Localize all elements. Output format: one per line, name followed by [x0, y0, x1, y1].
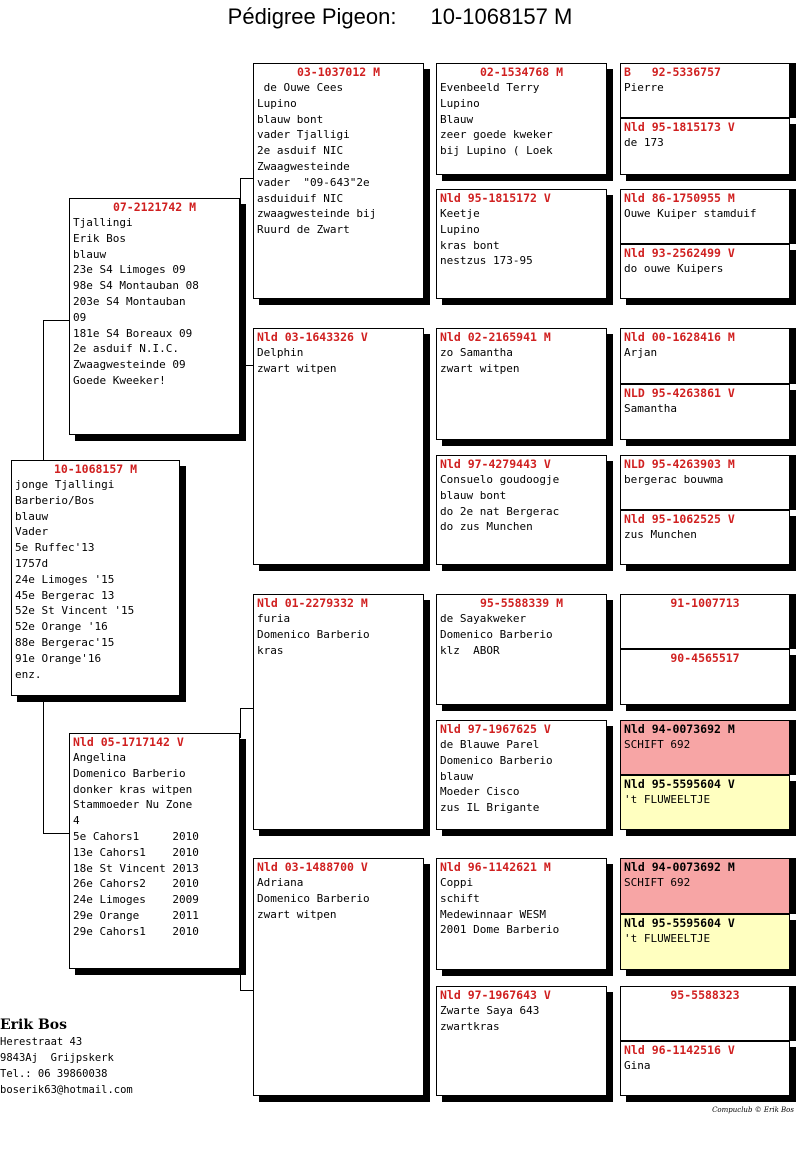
ancestor-card[interactable]: [620, 244, 790, 299]
info-line: Gina: [624, 1059, 651, 1072]
info-line: Zwarte Saya 643: [440, 1004, 540, 1017]
info-line: 2e asduif N.I.C.: [73, 342, 179, 356]
info-line: 24e Limoges '15: [15, 572, 115, 586]
ring-number: Nld 95-1062525 V: [624, 512, 735, 526]
connector: [240, 708, 253, 709]
connector: [43, 320, 69, 321]
ring-number: 07-2121742 M: [112, 200, 197, 214]
info-line: zus Munchen: [624, 528, 697, 541]
ring-number: Nld 95-5595604 V: [624, 777, 735, 791]
info-line: do 2e nat Bergerac: [440, 504, 560, 518]
owner-phone: Tel.: 06 39860038: [0, 1068, 108, 1080]
credit-text: Compuclub © Erik Bos: [712, 1106, 794, 1114]
info-line: Domenico Barberio: [73, 766, 186, 780]
info-line: do zus Munchen: [440, 520, 533, 534]
info-line: 4: [73, 814, 80, 828]
ancestor-card[interactable]: [620, 455, 790, 510]
info-line: 98e S4 Montauban 08: [73, 279, 199, 293]
info-line: donker kras witpen: [73, 782, 193, 796]
grandparent-card[interactable]: [253, 63, 424, 299]
info-line: 91e Orange'16: [15, 651, 102, 665]
info-line: 52e Orange '16: [15, 620, 108, 634]
ancestor-card-highlighted[interactable]: [620, 858, 790, 914]
info-line: Stammoeder Nu Zone: [73, 798, 193, 812]
connector: [43, 320, 44, 460]
great-grandparent-card[interactable]: [436, 455, 607, 565]
info-line: zus IL Brigante: [440, 801, 540, 815]
page-title: [0, 4, 800, 30]
info-line: asduiduif NIC: [257, 191, 344, 205]
ring-number: 95-5588323: [670, 988, 740, 1002]
great-grandparent-card[interactable]: [436, 189, 607, 299]
ring-number: Nld 05-1717142 V: [73, 735, 184, 749]
info-line: de Blauwe Parel: [440, 738, 540, 751]
info-line: zwaagwesteinde bij: [257, 207, 377, 221]
grandparent-card[interactable]: [253, 858, 424, 1096]
info-line: Zwaagwesteinde: [257, 159, 350, 173]
connector: [43, 833, 69, 834]
great-grandparent-card[interactable]: [436, 328, 607, 440]
great-grandparent-card[interactable]: [436, 63, 607, 175]
ring-number: Nld 97-1967625 V: [440, 722, 551, 736]
ring-number: Nld 93-2562499 V: [624, 246, 735, 260]
info-line: SCHIFT 692: [624, 876, 691, 889]
info-line: Adriana: [257, 876, 304, 889]
ring-number: 03-1037012 M: [296, 65, 381, 79]
connector: [240, 990, 253, 991]
info-line: de Ouwe Cees: [257, 81, 344, 94]
ancestor-card[interactable]: [620, 118, 790, 175]
owner-street: Herestraat 43: [0, 1036, 83, 1048]
connector: [240, 178, 253, 179]
info-line: nestzus 173-95: [440, 254, 533, 268]
info-line: 23e S4 Limoges 09: [73, 263, 186, 277]
connector: [240, 365, 253, 366]
info-line: klz ABOR: [440, 643, 500, 657]
info-line: Arjan: [624, 346, 658, 359]
ring-number: 10-1068157 M: [53, 462, 138, 476]
info-line: 5e Ruffec'13: [15, 541, 95, 555]
info-line: 2001 Dome Barberio: [440, 923, 560, 937]
info-line: Domenico Barberio: [440, 753, 553, 767]
info-line: Lupino: [257, 96, 297, 110]
ring-number: Nld 94-0073692 M: [624, 860, 735, 874]
info-line: 203e S4 Montauban: [73, 294, 186, 308]
ancestor-card[interactable]: [620, 328, 790, 384]
ancestor-card[interactable]: [620, 189, 790, 244]
connector: [240, 968, 241, 990]
info-line: zwart witpen: [257, 361, 337, 375]
ring-number: Nld 96-1142516 V: [624, 1043, 735, 1057]
info-line: 52e St Vincent '15: [15, 604, 135, 618]
connector: [240, 295, 241, 365]
ring-number: Nld 94-0073692 M: [624, 722, 735, 736]
ancestor-card[interactable]: [620, 63, 790, 118]
owner-email[interactable]: boserik63@hotmail.com: [0, 1084, 133, 1096]
info-line: 181e S4 Boreaux 09: [73, 326, 193, 340]
ring-number: 90-4565517: [670, 651, 740, 665]
info-line: de Sayakweker: [440, 612, 527, 625]
info-line: Domenico Barberio: [440, 627, 553, 641]
great-grandparent-card[interactable]: [436, 858, 607, 970]
info-line: blauw bont: [257, 112, 324, 126]
info-line: de 173: [624, 136, 664, 149]
info-line: bergerac bouwma: [624, 473, 724, 486]
info-line: Goede Kweeker!: [73, 373, 166, 387]
info-line: SCHIFT 692: [624, 738, 691, 751]
info-line: 1757d: [15, 556, 49, 570]
info-line: Ruurd de Zwart: [257, 223, 350, 237]
ring-number: 91-1007713: [670, 596, 740, 610]
info-line: do ouwe Kuipers: [624, 262, 724, 275]
info-line: 09: [73, 310, 87, 324]
owner-block: [0, 1016, 133, 1098]
ring-number: 95-5588339 M: [479, 596, 564, 610]
info-line: zo Samantha: [440, 346, 513, 359]
mother-card[interactable]: [69, 733, 240, 969]
info-line: blauw bont: [440, 488, 507, 502]
ancestor-card-highlighted[interactable]: [620, 775, 790, 830]
info-line: Domenico Barberio: [257, 891, 370, 905]
ring-number: NLD 95-4263903 M: [624, 457, 735, 471]
ring-number: Nld 86-1750955 M: [624, 191, 735, 205]
ancestor-card-highlighted[interactable]: [620, 914, 790, 970]
info-line: 24e Limoges 2009: [73, 893, 199, 907]
info-line: schift: [440, 891, 480, 905]
info-line: Moeder Cisco: [440, 785, 520, 799]
owner-name: Erik Bos: [0, 1017, 67, 1033]
info-line: 't FLUWEELTJE: [624, 932, 711, 945]
ring-number: Nld 02-2165941 M: [440, 330, 551, 344]
grandparent-card[interactable]: [253, 594, 424, 830]
info-line: Evenbeeld Terry: [440, 81, 540, 94]
ring-number: Nld 01-2279332 M: [257, 596, 368, 610]
ancestor-card[interactable]: [620, 384, 790, 440]
ring-number: Nld 95-1815173 V: [624, 120, 735, 134]
connector: [240, 178, 241, 218]
ring-number: Nld 95-5595604 V: [624, 916, 735, 930]
info-line: Zwaagwesteinde 09: [73, 358, 186, 372]
ancestor-card[interactable]: [620, 649, 790, 705]
info-line: zwartkras: [440, 1019, 500, 1033]
info-line: Delphin: [257, 346, 304, 359]
info-line: Barberio/Bos: [15, 493, 95, 507]
great-grandparent-card[interactable]: [436, 986, 607, 1096]
ring-number: Nld 03-1643326 V: [257, 330, 368, 344]
ring-number: Nld 96-1142621 M: [440, 860, 551, 874]
info-line: Consuelo goudoogje: [440, 473, 560, 486]
ancestor-card-highlighted[interactable]: [620, 720, 790, 775]
info-line: Ouwe Kuiper stamduif: [624, 207, 757, 220]
ring-number: Nld 00-1628416 M: [624, 330, 735, 344]
ancestor-card[interactable]: [620, 986, 790, 1041]
info-line: 2e asduif NIC: [257, 144, 344, 158]
ancestor-card[interactable]: [620, 510, 790, 565]
info-line: 88e Bergerac'15: [15, 635, 115, 649]
info-line: 5e Cahors1 2010: [73, 829, 199, 843]
ring-number: Nld 03-1488700 V: [257, 860, 368, 874]
info-line: 29e Cahors1 2010: [73, 924, 199, 938]
connector: [43, 697, 44, 833]
info-line: Pierre: [624, 81, 664, 94]
ring-number: Nld 97-4279443 V: [440, 457, 551, 471]
info-line: kras: [257, 643, 284, 657]
ring-number: 02-1534768 M: [479, 65, 564, 79]
title-ring: 10-1068157 M: [430, 4, 573, 29]
info-line: Medewinnaar WESM: [440, 907, 546, 921]
info-line: bij Lupino ( Loek: [440, 144, 553, 158]
info-line: Keetje: [440, 207, 480, 220]
info-line: Blauw: [440, 112, 474, 126]
info-line: blauw: [440, 769, 474, 783]
info-line: vader Tjalligi: [257, 128, 350, 142]
info-line: zwart witpen: [440, 361, 520, 375]
ancestor-card[interactable]: [620, 1041, 790, 1096]
info-line: enz.: [15, 667, 42, 681]
info-line: Vader: [15, 525, 49, 539]
info-line: 29e Orange 2011: [73, 908, 199, 922]
ring-number: Nld 95-1815172 V: [440, 191, 551, 205]
info-line: vader "09-643"2e: [257, 175, 370, 189]
info-line: Lupino: [440, 222, 480, 236]
info-line: Samantha: [624, 402, 677, 415]
great-grandparent-card[interactable]: [436, 720, 607, 830]
info-line: Erik Bos: [73, 231, 126, 245]
info-line: 45e Bergerac 13: [15, 588, 115, 602]
info-line: furia: [257, 612, 291, 625]
ancestor-card[interactable]: [620, 594, 790, 649]
ring-number: B 92-5336757: [624, 65, 721, 79]
info-line: blauw: [15, 509, 49, 523]
connector: [240, 708, 241, 738]
father-card[interactable]: [69, 198, 240, 435]
great-grandparent-card[interactable]: [436, 594, 607, 705]
ring-number: NLD 95-4263861 V: [624, 386, 735, 400]
info-line: Tjallingi: [73, 216, 133, 229]
info-line: 't FLUWEELTJE: [624, 793, 711, 806]
grandparent-card[interactable]: [253, 328, 424, 565]
info-line: 18e St Vincent 2013: [73, 861, 199, 875]
subject-card[interactable]: [11, 460, 180, 696]
owner-city: 9843Aj Grijpskerk: [0, 1052, 114, 1064]
info-line: blauw: [73, 247, 107, 261]
info-line: zwart witpen: [257, 907, 337, 921]
info-line: Angelina: [73, 751, 126, 764]
info-line: 26e Cahors2 2010: [73, 877, 199, 891]
info-line: Lupino: [440, 96, 480, 110]
info-line: zeer goede kweker: [440, 128, 553, 142]
info-line: Coppi: [440, 876, 474, 889]
info-line: Domenico Barberio: [257, 627, 370, 641]
info-line: jonge Tjallingi: [15, 478, 115, 491]
ring-number: Nld 97-1967643 V: [440, 988, 551, 1002]
info-line: kras bont: [440, 238, 500, 252]
info-line: 13e Cahors1 2010: [73, 845, 199, 859]
title-label: Pédigree Pigeon:: [227, 4, 397, 29]
